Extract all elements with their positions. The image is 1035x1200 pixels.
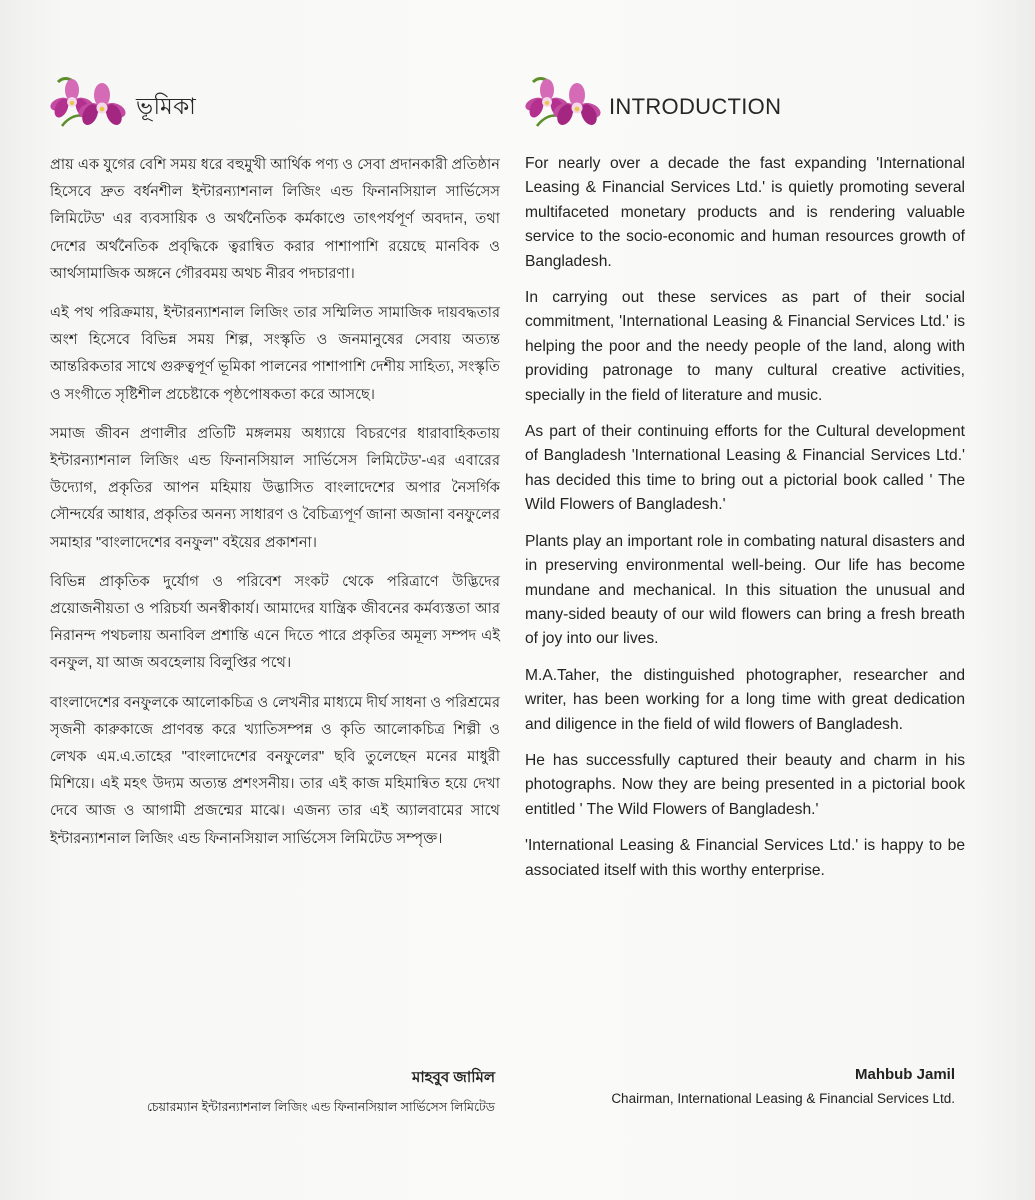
english-signature-title: Chairman, International Leasing & Financial Services Ltd. (611, 1091, 955, 1106)
bengali-paragraph: এই পথ পরিক্রমায়, ইন্টারন্যাশনাল লিজিং তার সম্মিলিত সামাজিক দায়বদ্ধতার অংশ হিসেবে বিভিন্ন সময় শিল্প, সংস্কৃতি ও জনমানুষের সেবায় অত্যন্ত আন্তরিকতার সাথে গুরুত্বপূর্ণ ভূমিকা পালনের পাশাপাশি দেশীয় সাহিত্য, সংস্কৃতি ও সংগীতে সৃষ্টিশীল প্রচেষ্টাকে পৃষ্ঠপোষকতা করে আসছে। (50, 305, 500, 403)
bengali-signature-title: চেয়ারম্যান ইন্টারন্যাশনাল লিজিং এন্ড ফিনানসিয়াল সার্ভিসেস লিমিটেড (146, 1100, 495, 1114)
english-heading-text: INTRODUCTION (609, 94, 782, 119)
english-paragraph: 'International Leasing & Financial Services Ltd.' is happy to be associated itself with this worthy enterprise. (525, 837, 965, 879)
bengali-paragraph: বাংলাদেশের বনফুলকে আলোকচিত্র ও লেখনীর মাধ্যমে দীর্ঘ সাধনা ও পরিশ্রমের সৃজনী কারুকাজে প্রাণবন্ত করে খ্যাতিসম্পন্ন ও কৃতি আলোকচিত্র শিল্পী ও লেখক এম.এ.তাহের "বাংলাদেশের বনফুলের" ছবি তুলেছেন মনের মাধুরী মিশিয়ে। এই মহৎ উদ্যম অত্যন্ত প্রশংসনীয়। তার এই কাজ মহিমান্বিত হয়ে দেখা দেবে আজ ও আগামী প্রজন্মের মাঝে। এজন্য তার এই অ্যালবামের সাথে ইন্টারন্যাশনাল লিজিং এন্ড ফিনানসিয়াল সার্ভিসেস লিমিটেড সম্পৃক্ত। (50, 694, 500, 847)
orchid-flower-icon (525, 74, 601, 140)
english-column (525, 72, 965, 895)
english-signature-name: Mahbub Jamil (854, 1066, 955, 1083)
english-paragraph: He has successfully captured their beauty and charm in his photographs. Now they are being presented in a pictorial book entitled ' The Wild Flowers of Bangladesh.' (525, 751, 965, 818)
english-signature (611, 1066, 955, 1106)
orchid-flower-icon (50, 74, 126, 140)
bengali-signature-name: মাহবুব জামিল (412, 1069, 495, 1086)
english-paragraph: For nearly over a decade the fast expanding 'International Leasing & Financial Services Ltd.' is quietly promoting several multifaceted monetary products and is rendering valuable service to the socio-economic and human resources growth of Bangladesh. (525, 155, 965, 270)
bengali-paragraph: বিভিন্ন প্রাকৃতিক দুর্যোগ ও পরিবেশ সংকট থেকে পরিত্রাণে উদ্ভিদের প্রয়োজনীয়তা ও পরিচর্যা অনস্বীকার্য। আমাদের যান্ত্রিক জীবনের কর্মব্যস্ততা আর নিরানন্দ পথচলায় অনাবিল প্রশান্তি এনে দিতে পারে প্রকৃতির অমূল্য সম্পদ এই বনফুল, যা আজ অবহেলায় বিলুপ্তির পথে। (50, 573, 500, 672)
bengali-heading-text: ভূমিকা (136, 92, 197, 119)
bengali-heading (50, 72, 500, 142)
bengali-column (50, 72, 500, 865)
english-paragraph: M.A.Taher, the distinguished photographer, researcher and writer, has been working for a long time with great dedication and diligence in the field of wild flowers of Bangladesh. (525, 666, 965, 733)
english-heading (525, 72, 965, 142)
bengali-signature (147, 1066, 495, 1119)
english-paragraph: In carrying out these services as part of their social commitment, 'International Leasing & Financial Services Ltd.' is helping the poor and the needy people of the land, along with providing patronage to many cultural creative activities, specially in the field of literature and music. (525, 289, 965, 404)
english-paragraph: As part of their continuing efforts for the Cultural development of Bangladesh 'International Leasing & Financial Services Ltd.' has decided this time to bring out a pictorial book called ' The Wild Flowers of Bangladesh.' (525, 423, 965, 514)
english-paragraph: Plants play an important role in combating natural disasters and in preserving environmental well-being. Our life has become mundane and mechanical. In this situation the unusual and many-sided beauty of our wild flowers can bring a fresh breath of joy into our lives. (525, 532, 965, 648)
bengali-paragraph: প্রায় এক যুগের বেশি সময় ধরে বহুমুখী আর্থিক পণ্য ও সেবা প্রদানকারী প্রতিষ্ঠান হিসেবে দ্রুত বর্ধনশীল ইন্টারন্যাশনাল লিজিং এন্ড ফিনানসিয়াল সার্ভিসেস লিমিটেড' এর ব্যবসায়িক ও অর্থনৈতিক কর্মকাণ্ডে তাৎপর্যপূর্ণ অবদান, তথা দেশের অর্থনৈতিক প্রবৃদ্ধিকে ত্বরান্বিত করার পাশাপাশি রয়েছে মানবিক ও আর্থসামাজিক অঙ্গনে গৌরবময় অথচ নীরব পদচারণা। (50, 157, 500, 282)
bengali-paragraph: সমাজ জীবন প্রণালীর প্রতিটি মঙ্গলময় অধ্যায়ে বিচরণের ধারাবাহিকতায় ইন্টারন্যাশনাল লিজিং এন্ড ফিনানসিয়াল সার্ভিসেস লিমিটেড'-এর এবারের উদ্যোগ, প্রকৃতির আপন মহিমায় উদ্ভাসিত বাংলাদেশের অপার নৈসর্গিক সৌন্দর্যের আধার, প্রকৃতির অনন্য সাধারণ ও বৈচিত্র্যপূর্ণ জানা অজানা বনফুলের সমাহার "বাংলাদেশের বনফুল" বইয়ের প্রকাশনা। (50, 425, 500, 551)
